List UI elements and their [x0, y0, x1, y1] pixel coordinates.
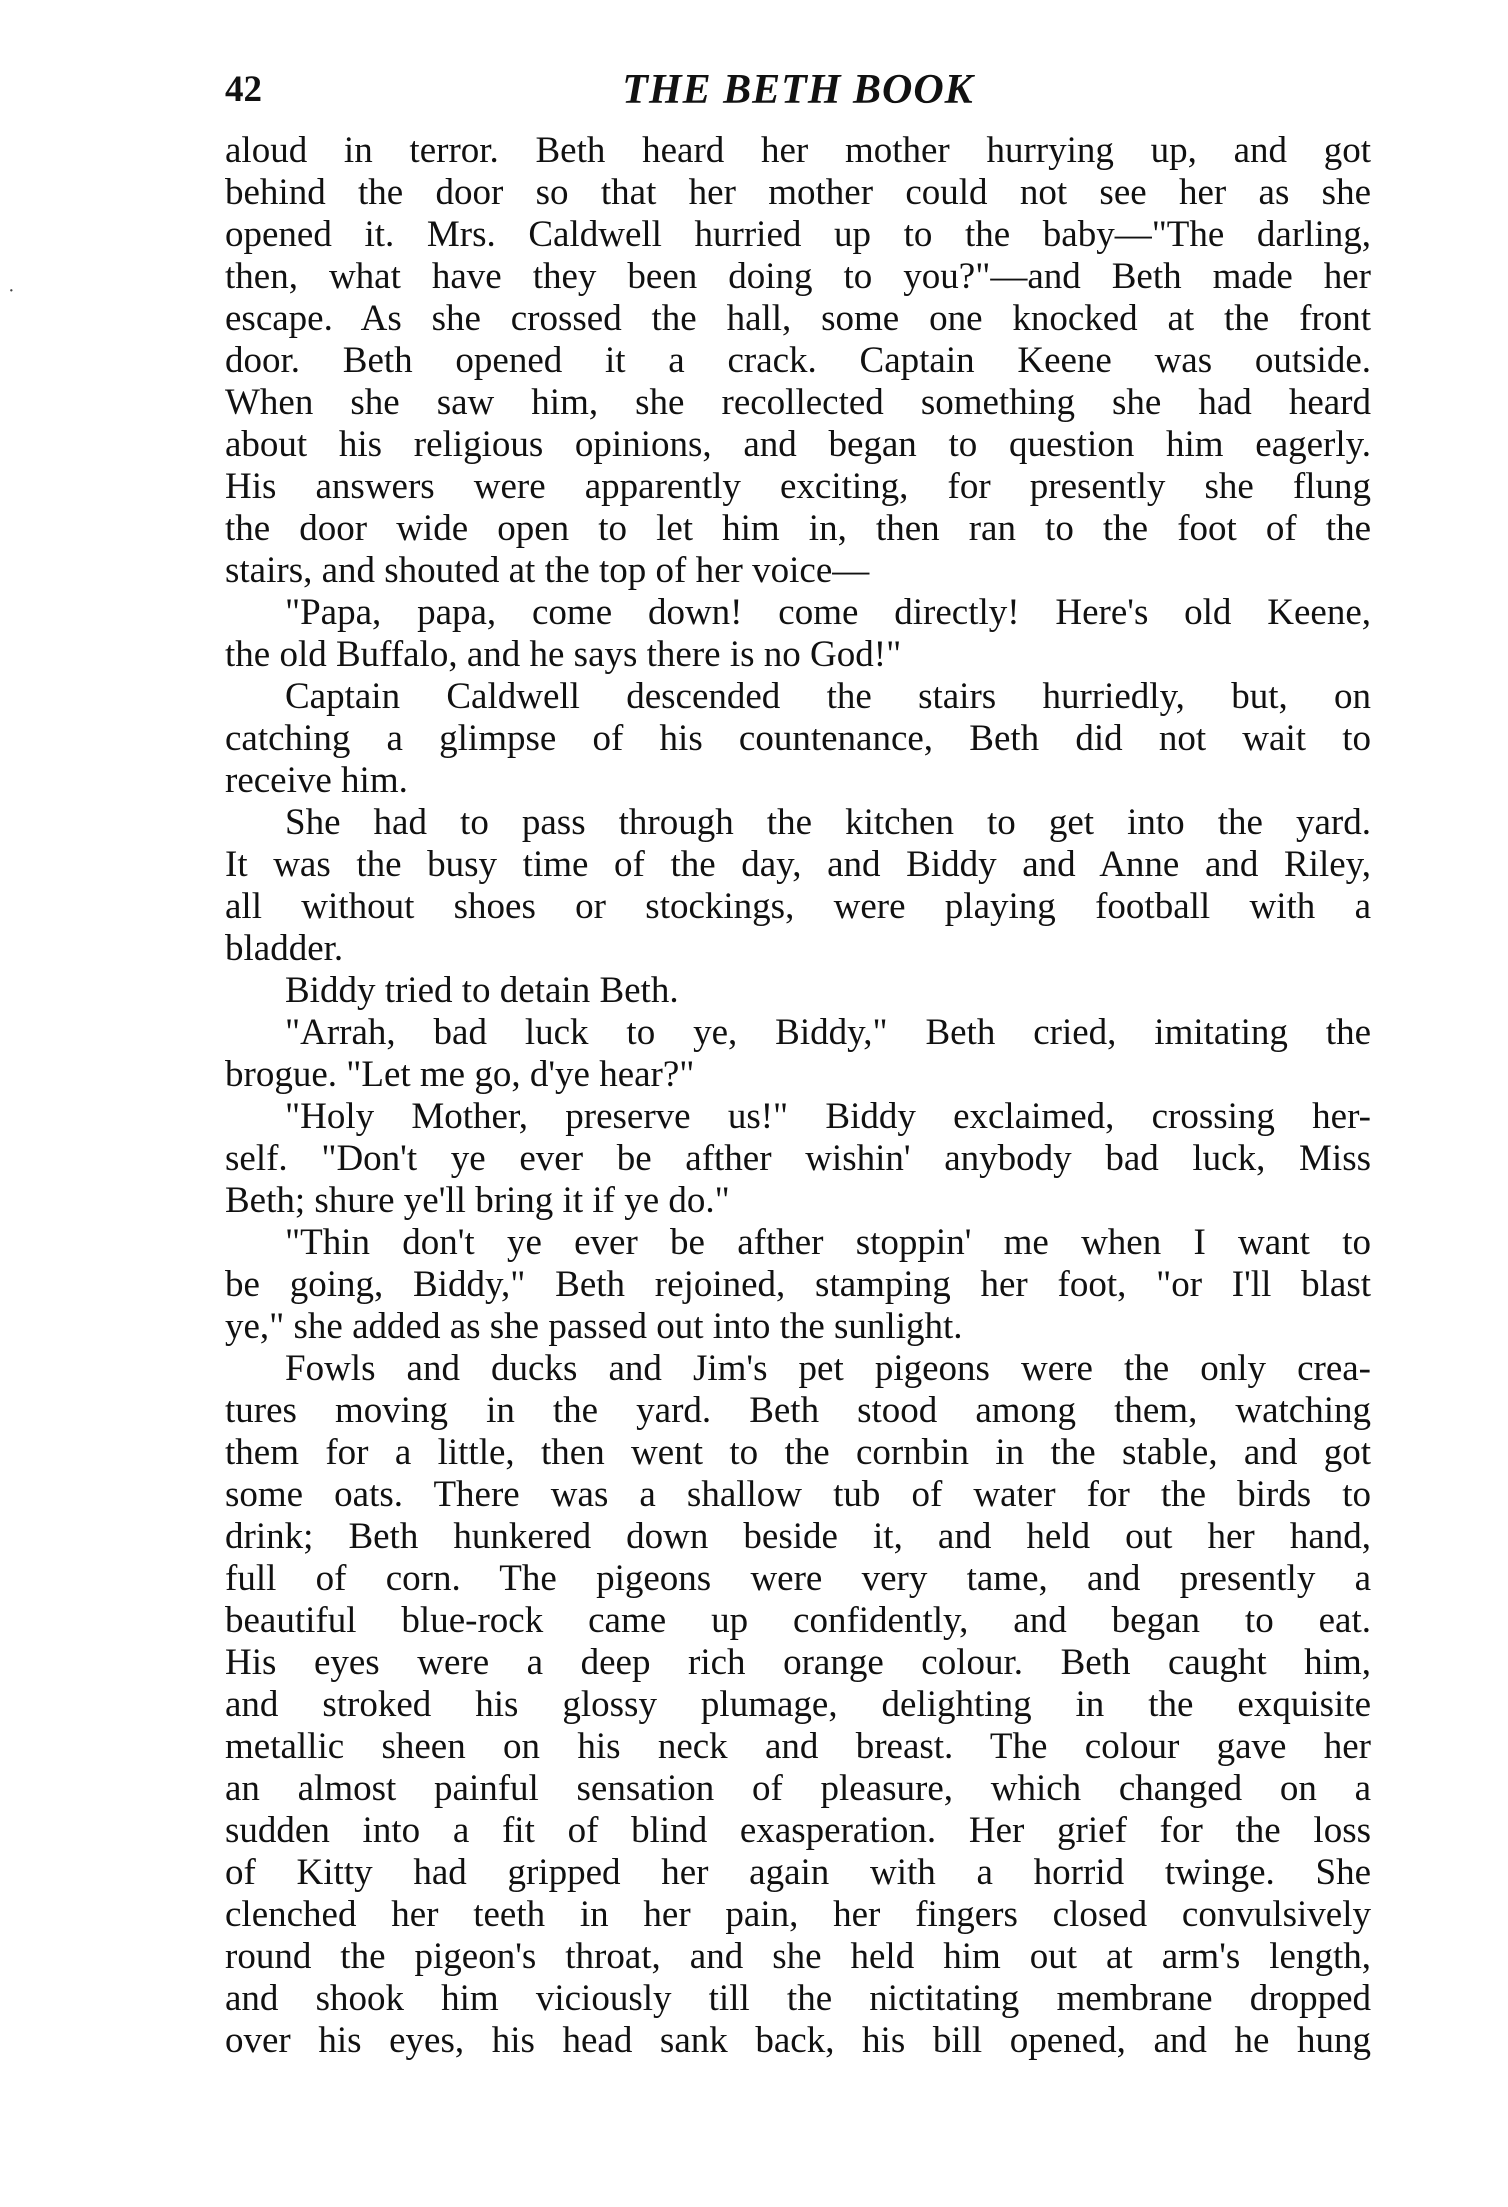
text-line: over his eyes, his head sank back, his bill opened, and he hung	[225, 2020, 1371, 2061]
text-line: sudden into a fit of blind exasperation. Her grief for the loss	[225, 1810, 1371, 1851]
text-line: door. Beth opened it a crack. Captain Keene was outside.	[225, 340, 1371, 381]
running-head	[225, 60, 1371, 120]
text-line: the door wide open to let him in, then ran to the foot of the	[225, 508, 1371, 549]
text-line: all without shoes or stockings, were playing football with a	[225, 886, 1371, 927]
text-line: the old Buffalo, and he says there is no God!"	[225, 634, 902, 675]
text-line: some oats. There was a shallow tub of water for the birds to	[225, 1474, 1371, 1515]
text-line: and shook him viciously till the nictitating membrane dropped	[225, 1978, 1371, 2019]
page-number: 42	[225, 69, 262, 110]
text-line: drink; Beth hunkered down beside it, and held out her hand,	[225, 1516, 1371, 1557]
text-line: round the pigeon's throat, and she held him out at arm's length,	[225, 1936, 1371, 1977]
text-line: of Kitty had gripped her again with a horrid twinge. She	[225, 1852, 1371, 1893]
text-line: clenched her teeth in her pain, her fingers closed convulsively	[225, 1894, 1371, 1935]
text-line: them for a little, then went to the cornbin in the stable, and got	[225, 1432, 1371, 1473]
text-line: brogue. "Let me go, d'ye hear?"	[225, 1054, 695, 1095]
text-line: "Holy Mother, preserve us!" Biddy exclaimed, crossing her-	[285, 1096, 1371, 1137]
text-line: metallic sheen on his neck and breast. The colour gave her	[225, 1726, 1371, 1767]
text-line: Beth; shure ye'll bring it if ye do."	[225, 1180, 730, 1221]
text-line: receive him.	[225, 760, 408, 801]
text-line: aloud in terror. Beth heard her mother hurrying up, and got	[225, 130, 1371, 171]
text-line: stairs, and shouted at the top of her voice—	[225, 550, 870, 591]
text-line: opened it. Mrs. Caldwell hurried up to the baby—"The darling,	[225, 214, 1371, 255]
stray-mark: ·	[8, 280, 15, 302]
text-line: Fowls and ducks and Jim's pet pigeons were the only crea-	[285, 1348, 1371, 1389]
text-line: behind the door so that her mother could not see her as she	[225, 172, 1371, 213]
text-line: an almost painful sensation of pleasure, which changed on a	[225, 1768, 1371, 1809]
text-line: about his religious opinions, and began to question him eagerly.	[225, 424, 1371, 465]
text-line: bladder.	[225, 928, 344, 969]
text-line: ye," she added as she passed out into the sunlight.	[225, 1306, 963, 1347]
body-text	[225, 130, 1371, 2062]
running-title: THE BETH BOOK	[622, 67, 974, 113]
text-line: beautiful blue-rock came up confidently, and began to eat.	[225, 1600, 1371, 1641]
text-line: tures moving in the yard. Beth stood among them, watching	[225, 1390, 1371, 1431]
text-line: "Arrah, bad luck to ye, Biddy," Beth cried, imitating the	[285, 1012, 1371, 1053]
text-line: She had to pass through the kitchen to get into the yard.	[285, 802, 1371, 843]
text-line: Biddy tried to detain Beth.	[285, 970, 679, 1011]
text-line: then, what have they been doing to you?"—and Beth made her	[225, 256, 1371, 297]
text-line: full of corn. The pigeons were very tame, and presently a	[225, 1558, 1371, 1599]
text-line: and stroked his glossy plumage, delighting in the exquisite	[225, 1684, 1371, 1725]
text-line: "Papa, papa, come down! come directly! Here's old Keene,	[285, 592, 1371, 633]
text-line: be going, Biddy," Beth rejoined, stamping her foot, "or I'll blast	[225, 1264, 1371, 1305]
text-line: His eyes were a deep rich orange colour. Beth caught him,	[225, 1642, 1371, 1683]
text-line: It was the busy time of the day, and Biddy and Anne and Riley,	[225, 844, 1371, 885]
text-line: When she saw him, she recollected something she had heard	[225, 382, 1371, 423]
text-line: "Thin don't ye ever be afther stoppin' me when I want to	[285, 1222, 1371, 1263]
text-line: Captain Caldwell descended the stairs hurriedly, but, on	[285, 676, 1371, 717]
text-line: His answers were apparently exciting, for presently she flung	[225, 466, 1371, 507]
text-line: catching a glimpse of his countenance, Beth did not wait to	[225, 718, 1371, 759]
text-line: self. "Don't ye ever be afther wishin' anybody bad luck, Miss	[225, 1138, 1371, 1179]
text-line: escape. As she crossed the hall, some one knocked at the front	[225, 298, 1371, 339]
